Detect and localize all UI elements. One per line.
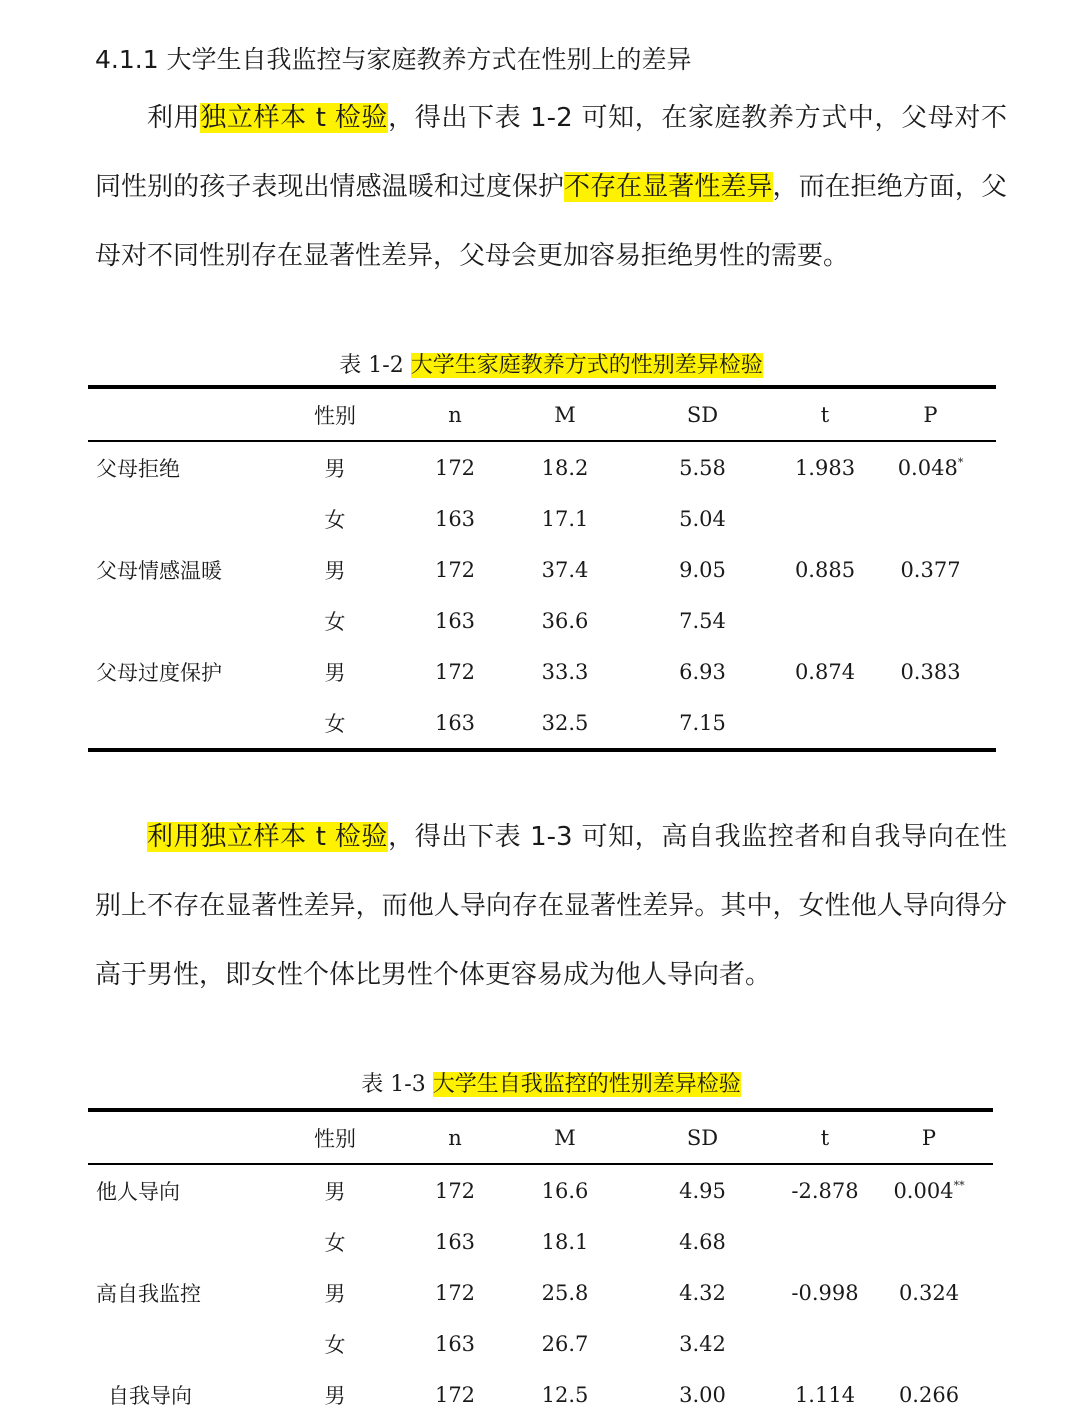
table-cell: 172 [434,1280,476,1305]
table-row [88,1369,993,1420]
table-cell: 4.68 [679,1229,726,1254]
p-value: 0.048 [897,455,958,480]
table-cell: 172 [434,1382,476,1407]
table-cell: 37.4 [541,557,589,582]
table2-header-cell: n [448,1125,462,1150]
table-cell: 163 [434,710,476,735]
table-row [88,544,996,595]
table-cell: 高自我监控 [96,1281,201,1306]
table-cell [865,595,996,646]
table2-caption-prefix: 表 1-3 [361,1072,433,1097]
table-cell: 女 [324,1332,346,1357]
significance-mark: ** [953,1178,965,1192]
table-cell: 163 [434,1229,476,1254]
table-cell [865,1164,993,1216]
para1-text-mid: ，得出下表 1-2 可知，在家庭教养方式中，父母对不同性别的孩子表现出情感温暖和过度保护 [95,103,1007,202]
table-cell [785,493,865,544]
table-cell [865,697,996,750]
table-cell: 163 [434,1331,476,1356]
table-cell: 5.04 [679,506,726,531]
table-cell: 4.95 [679,1178,726,1203]
table-cell: 0.377 [900,557,961,582]
table-cell: 7.15 [679,710,726,735]
table-1-3 [88,1108,993,1420]
table-cell: 6.93 [679,659,726,684]
table2-header-cell [88,1110,270,1164]
table-row [88,1164,993,1216]
table-cell: 3.42 [679,1331,726,1356]
table1-header-cell: 性别 [314,403,356,428]
table-cell [785,1318,865,1369]
para1-highlight-method: 独立样本 t 检验 [200,103,389,133]
table-cell: 0.383 [900,659,961,684]
table-cell [785,595,865,646]
table-cell: 1.983 [794,455,856,480]
table-cell: -2.878 [791,1178,859,1203]
table1-caption [11,348,1080,384]
table-cell: 4.32 [679,1280,726,1305]
table2-header-cell: 性别 [314,1126,356,1151]
table-cell [865,493,996,544]
table-cell: 172 [434,557,476,582]
table-cell [865,1318,993,1369]
table2-header-cell: P [921,1125,937,1150]
table-cell [88,595,270,646]
table-cell: 父母情感温暖 [96,558,222,583]
table-row [88,1318,993,1369]
table-row [88,697,996,750]
table-cell [785,697,865,750]
para2-text-post: ，得出下表 1-3 可知，高自我监控者和自我导向在性别上不存在显著性差异，而他人导向存在显著性差异。其中，女性他人导向得分高于男性，即女性个体比男性个体更容易成为他人导向者。 [95,822,1007,990]
table-cell: 男 [324,558,346,583]
table-cell: 男 [324,1179,346,1204]
p-value: 0.004 [893,1178,954,1203]
table-cell: 男 [324,660,346,685]
table-cell: 163 [434,506,476,531]
table-cell: 女 [324,1230,346,1255]
table1-header-cell: M [554,402,576,427]
table1-header-cell: n [448,402,462,427]
para2-highlight-method: 利用独立样本 t 检验 [147,822,389,852]
table-row [88,493,996,544]
table-cell: 3.00 [679,1382,726,1407]
table-cell: 18.1 [541,1229,589,1254]
para1-text-post: ，而在拒绝方面，父母对不同性别存在显著性差异，父母会更加容易拒绝男性的需要。 [95,172,1007,271]
table2-header-cell: M [554,1125,576,1150]
table-cell: 172 [434,1178,476,1203]
table1-header-cell: P [923,402,938,427]
table-cell: 1.114 [794,1382,856,1407]
table2-header-cell: t [820,1125,830,1150]
table-cell: 7.54 [679,608,726,633]
table1-caption-title: 大学生家庭教养方式的性别差异检验 [410,353,763,378]
table-cell: 女 [324,507,346,532]
para1-highlight-finding: 不存在显著性差异 [564,172,773,202]
para1-text-pre: 利用 [147,103,201,133]
table2-caption-title: 大学生自我监控的性别差异检验 [432,1072,741,1097]
table-cell: 男 [324,1281,346,1306]
table-cell: 女 [324,609,346,634]
table-row [88,1267,993,1318]
table-cell: 12.5 [541,1382,589,1407]
table-cell: 0.266 [898,1382,960,1407]
table-row [88,595,996,646]
table-cell: 0.874 [794,659,856,684]
table-cell: 女 [324,711,346,736]
table-cell: 父母拒绝 [96,456,180,481]
table1-header-cell: t [820,402,830,427]
table-cell: 0.324 [898,1280,960,1305]
significance-mark: * [957,455,964,469]
table2-header-row [88,1110,993,1164]
table-cell [88,1318,270,1369]
table-cell: 男 [324,456,346,481]
table-cell: 32.5 [541,710,589,735]
table1-caption-prefix: 表 1-2 [339,353,411,378]
table-cell: 36.6 [541,608,589,633]
table-1-2 [88,385,996,752]
table-cell: 163 [434,608,476,633]
table-cell: 他人导向 [96,1179,180,1204]
table-row [88,1216,993,1267]
table-cell: 18.2 [541,455,589,480]
table-cell: 5.58 [679,455,726,480]
table1-header-cell: SD [686,402,719,427]
table1-header-cell [88,387,270,441]
table-row [88,441,996,493]
table-cell: 172 [434,455,476,480]
table-cell: 自我导向 [108,1383,192,1408]
table-cell: 男 [324,1383,346,1408]
table-cell [88,493,270,544]
table-cell: 33.3 [541,659,589,684]
table-cell: 17.1 [541,506,589,531]
table-cell: 26.7 [541,1331,589,1356]
table-cell: 0.885 [794,557,856,582]
table-cell [88,697,270,750]
table1-header-row [88,387,996,441]
table-cell: -0.998 [791,1280,859,1305]
table-cell [865,441,996,493]
table-cell [785,1216,865,1267]
table-cell [88,1216,270,1267]
table-cell [865,1216,993,1267]
section-heading: 4.1.1 大学生自我监控与家庭教养方式在性别上的差异 [95,45,692,74]
paragraph-2 [95,803,1007,1010]
table-cell: 172 [434,659,476,684]
table2-header-cell: SD [686,1125,719,1150]
paragraph-1 [95,84,1007,291]
table2-caption [11,1067,1080,1103]
table-cell: 25.8 [541,1280,589,1305]
table-cell: 父母过度保护 [96,660,222,685]
table-row [88,646,996,697]
table-cell: 16.6 [541,1178,589,1203]
table-cell: 9.05 [679,557,726,582]
